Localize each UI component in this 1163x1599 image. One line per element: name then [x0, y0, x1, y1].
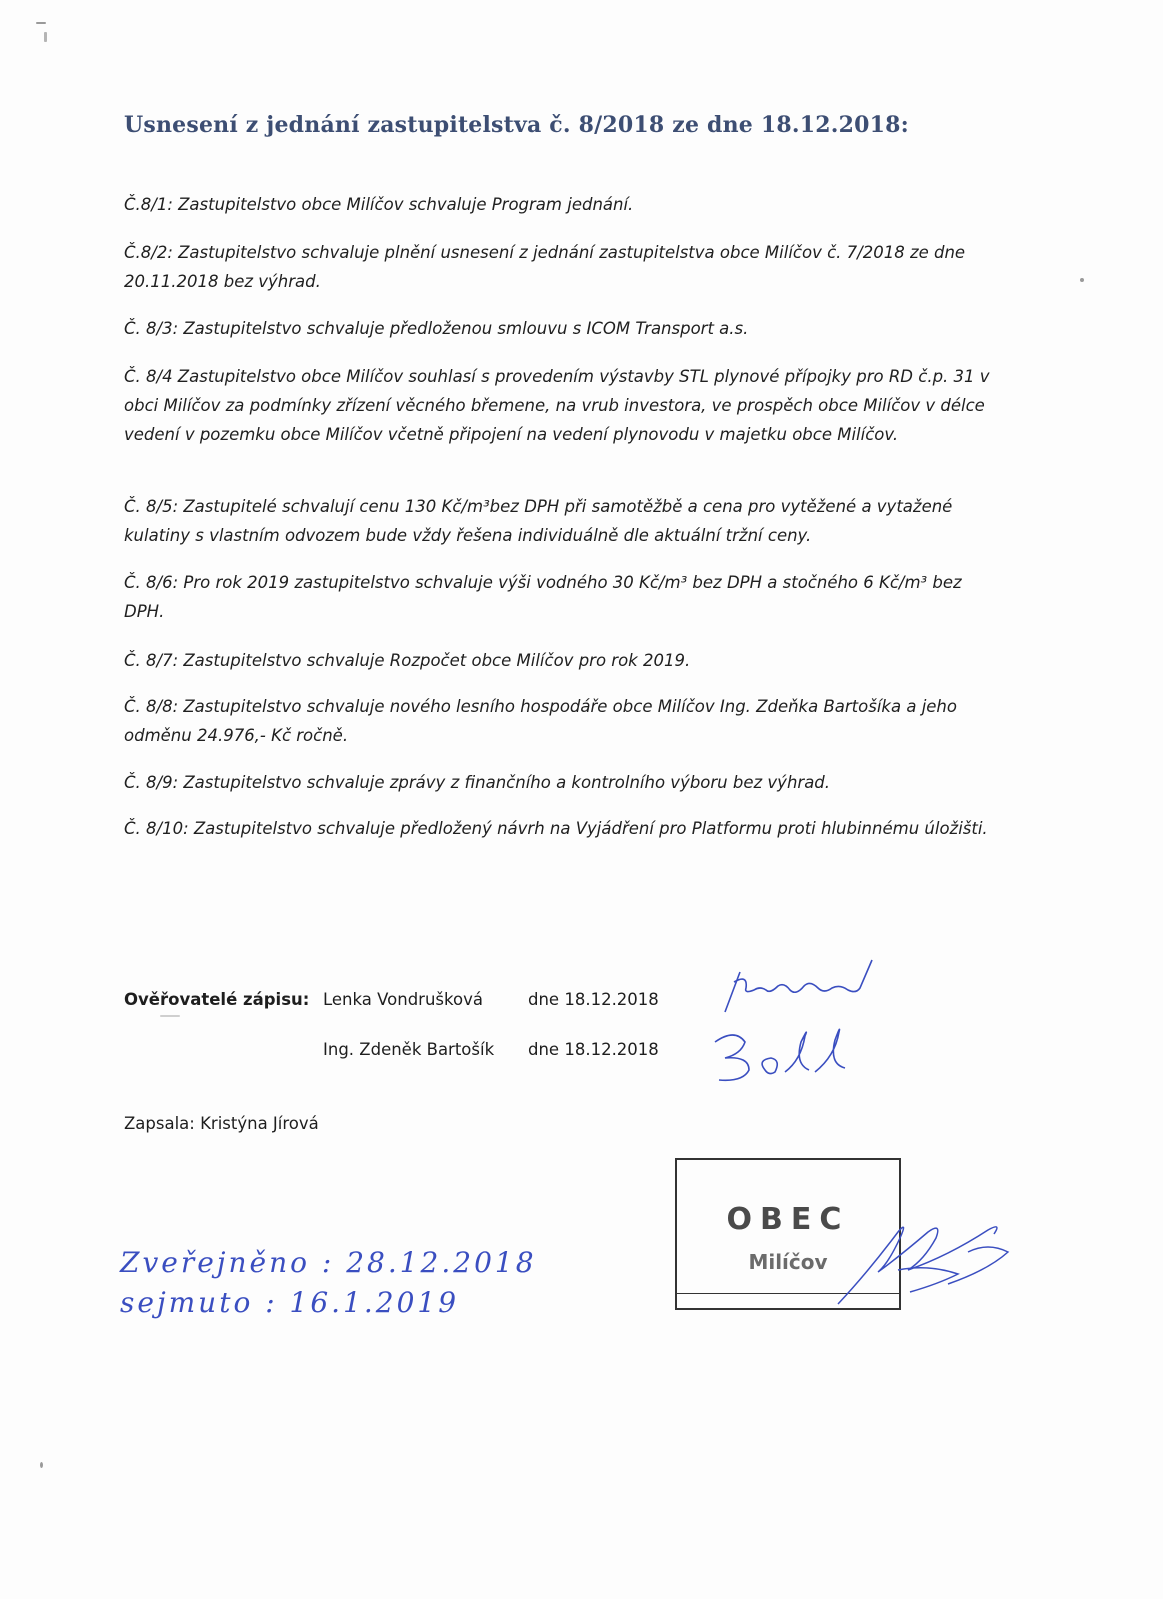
resolution-item: Č. 8/6: Pro rok 2019 zastupitelstvo schvaluje výši vodného 30 Kč/m³ bez DPH a stočného 6 Kč/m³ bez DPH.: [124, 573, 962, 621]
resolution-item: Č. 8/7: Zastupitelstvo schvaluje Rozpočet obce Milíčov pro rok 2019.: [124, 651, 691, 670]
signature-mayor: [838, 1212, 1018, 1312]
verifier-date: dne 18.12.2018: [528, 990, 659, 1009]
resolution-item: Č.8/1: Zastupitelstvo obce Milíčov schvaluje Program jednání.: [124, 195, 634, 214]
resolution-item: Č.8/2: Zastupitelstvo schvaluje plnění usnesení z jednání zastupitelstva obce Milíčov č. 7/2018 ze dne 20.11.2018 bez výhrad.: [124, 243, 966, 291]
scan-speck: [40, 1462, 43, 1468]
scan-speck: [160, 1015, 180, 1017]
resolution-item: Č. 8/4 Zastupitelstvo obce Milíčov souhlasí s provedením výstavby STL plynové přípojky pro RD č.p. 31 v obci Milíčov za podmínky zřízení věcného břemene, na vrub investora, ve prospěch obce Milíčov v délce vedení v pozemku obce Milíčov včetně připojení na vedení plynovodu v majetku obce Milíčov.: [124, 367, 990, 444]
verifier-date: dne 18.12.2018: [528, 1040, 659, 1059]
scan-speck: [44, 32, 47, 42]
recorder-line: Zapsala: Kristýna Jírová: [124, 1114, 319, 1133]
signature-bartosik: [705, 1020, 875, 1090]
resolution-item: Č. 8/5: Zastupitelé schvalují cenu 130 Kč/m³bez DPH při samotěžbě a cena pro vytěžené a vytažené kulatiny s vlastním odvozem bude vždy řešena individuálně dle aktuální tržní ceny.: [124, 497, 953, 545]
stamp-line-2: Milíčov: [748, 1250, 828, 1274]
signature-vondruskova: [700, 960, 880, 1020]
verifier-name: Lenka Vondrušková: [323, 990, 483, 1009]
scan-speck: [36, 22, 46, 24]
handwritten-published: Zveřejněno : 28.12.2018: [120, 1246, 537, 1279]
stamp-line-1: OBEC: [726, 1202, 850, 1237]
document-title: Usnesení z jednání zastupitelstva č. 8/2018 ze dne 18.12.2018:: [124, 112, 909, 138]
scan-speck: [1080, 278, 1084, 282]
resolution-item: Č. 8/8: Zastupitelstvo schvaluje nového lesního hospodáře obce Milíčov Ing. Zdeňka Bartošíka a jeho odměnu 24.976,- Kč ročně.: [124, 697, 957, 745]
handwritten-removed: sejmuto : 16.1.2019: [120, 1286, 460, 1319]
resolution-item: Č. 8/3: Zastupitelstvo schvaluje předloženou smlouvu s ICOM Transport a.s.: [124, 319, 749, 338]
verifiers-label: Ověřovatelé zápisu:: [124, 990, 310, 1009]
resolution-item: Č. 8/10: Zastupitelstvo schvaluje předložený návrh na Vyjádření pro Platformu proti hlubinnému úložišti.: [124, 819, 988, 838]
resolution-item: Č. 8/9: Zastupitelstvo schvaluje zprávy z finančního a kontrolního výboru bez výhrad.: [124, 773, 831, 792]
verifier-name: Ing. Zdeněk Bartošík: [323, 1040, 495, 1059]
